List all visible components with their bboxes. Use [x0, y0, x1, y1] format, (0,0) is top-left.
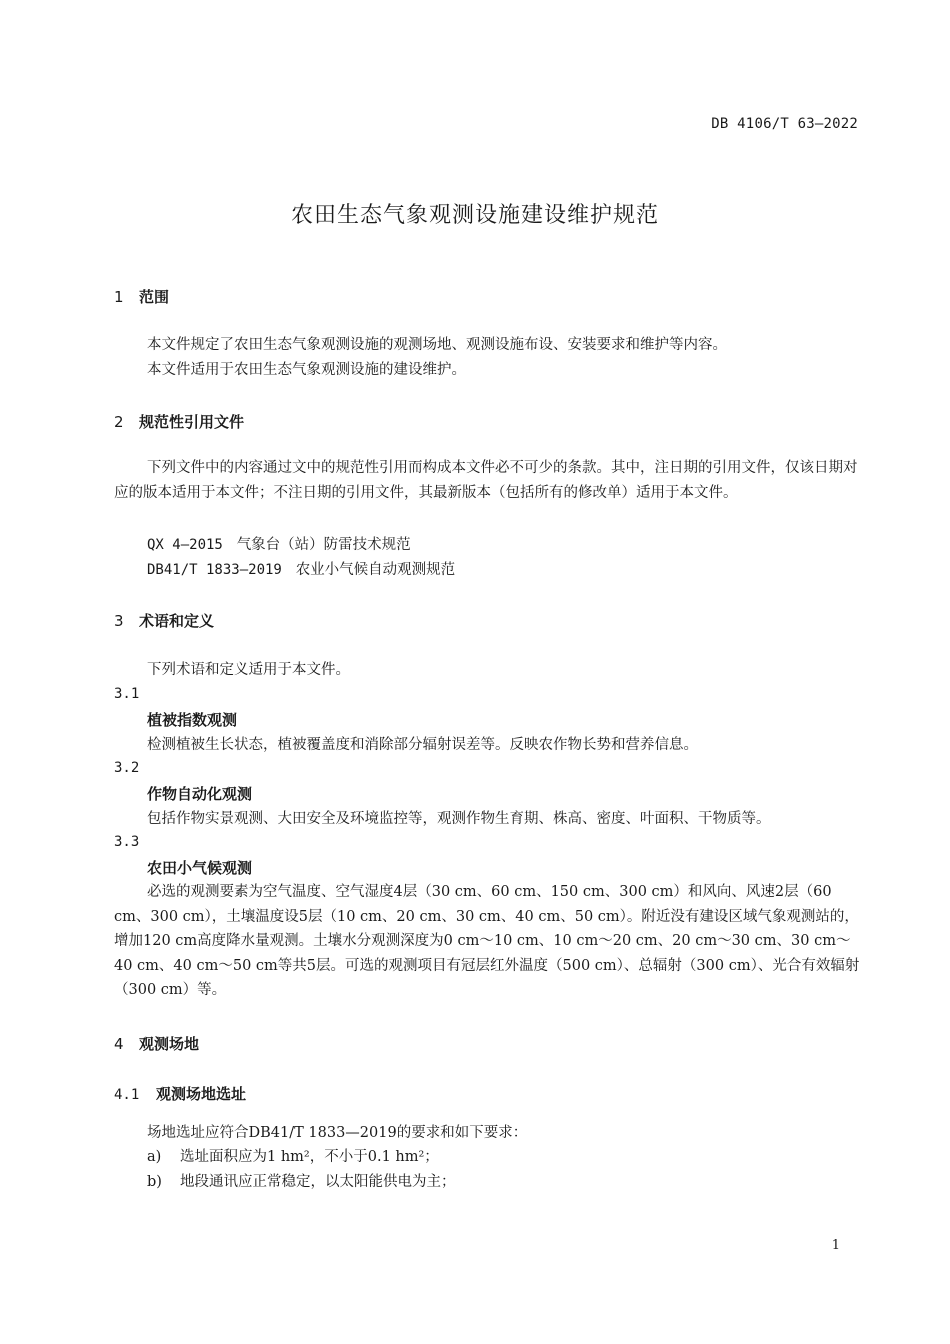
section-3-heading	[114, 610, 214, 631]
standard-code: DB 4106/T 63—2022	[711, 116, 858, 132]
term-definition: 必选的观测要素为空气温度、空气湿度4层（30 cm、60 cm、150 cm、300 cm）和风向、风速2层（60 cm、300 cm），土壤温度设5层（10 cm、20 cm、30 cm、40 cm、50 cm）。附近没有建设区域气象观测站的，增加120 cm高度降水量观测。土壤水分观测深度为0 cm～10 cm、10 cm～20 cm、20 cm～30 cm、30 cm～40 cm、40 cm～50 cm等共5层。可选的观测项目有冠层红外温度（500 cm）、总辐射（300 cm）、光合有效辐射（300 cm）等。	[114, 884, 860, 998]
term-number: 3.1	[114, 686, 140, 702]
term-name: 农田小气候观测	[147, 859, 253, 877]
list-marker: b)	[147, 1174, 162, 1190]
document-title: 农田生态气象观测设施建设维护规范	[290, 203, 659, 228]
section-2-heading	[114, 411, 244, 432]
reference-name: 农业小气候自动观测规范	[295, 562, 456, 578]
page-number: 1	[831, 1238, 840, 1253]
subsection-title: 观测场地选址	[156, 1085, 247, 1103]
term-number: 3.3	[114, 834, 140, 850]
paragraph: 下列术语和定义适用于本文件。	[147, 662, 350, 678]
term-name: 作物自动化观测	[147, 785, 253, 803]
section-number: 2	[114, 413, 124, 431]
list-item	[147, 1145, 439, 1166]
term-definition: 检测植被生长状态，植被覆盖度和消除部分辐射误差等。反映农作物长势和营养信息。	[147, 737, 698, 753]
reference-item	[147, 558, 455, 579]
list-text: 地段通讯应正常稳定，以太阳能供电为主；	[180, 1174, 456, 1190]
reference-code: DB41/T 1833—2019	[147, 562, 282, 578]
list-marker: a)	[147, 1149, 162, 1165]
paragraph: 下列文件中的内容通过文中的规范性引用而构成本文件必不可少的条款。其中，注日期的引用文件，仅该日期对应的版本适用于本文件；不注日期的引用文件，其最新版本（包括所有的修改单）适用于本文件。	[114, 460, 858, 501]
section-4-heading	[114, 1033, 199, 1054]
section-number: 3	[114, 612, 124, 630]
paragraph: 场地选址应符合DB41/T 1833—2019的要求和如下要求：	[147, 1125, 528, 1141]
section-title: 术语和定义	[139, 612, 215, 630]
term-number: 3.2	[114, 760, 140, 776]
paragraph: 本文件规定了农田生态气象观测设施的观测场地、观测设施布设、安装要求和维护等内容。	[147, 337, 727, 353]
reference-code: QX 4—2015	[147, 537, 223, 553]
list-text: 选址面积应为1 hm²，不小于0.1 hm²；	[180, 1149, 439, 1165]
section-title: 范围	[139, 288, 170, 306]
section-title: 规范性引用文件	[139, 413, 245, 431]
section-title: 观测场地	[139, 1035, 200, 1053]
section-1-heading	[114, 286, 169, 307]
section-number: 1	[114, 288, 124, 306]
paragraph: 本文件适用于农田生态气象观测设施的建设维护。	[147, 362, 466, 378]
section-number: 4	[114, 1035, 124, 1053]
term-definition: 包括作物实景观测、大田安全及环境监控等，观测作物生育期、株高、密度、叶面积、干物质等。	[147, 811, 771, 827]
reference-name: 气象台（站）防雷技术规范	[236, 537, 411, 553]
subsection-number: 4.1	[114, 1087, 140, 1103]
subsection-4-1-heading	[114, 1083, 246, 1104]
term-name: 植被指数观测	[147, 711, 238, 729]
reference-item	[147, 533, 411, 554]
list-item	[147, 1170, 456, 1191]
